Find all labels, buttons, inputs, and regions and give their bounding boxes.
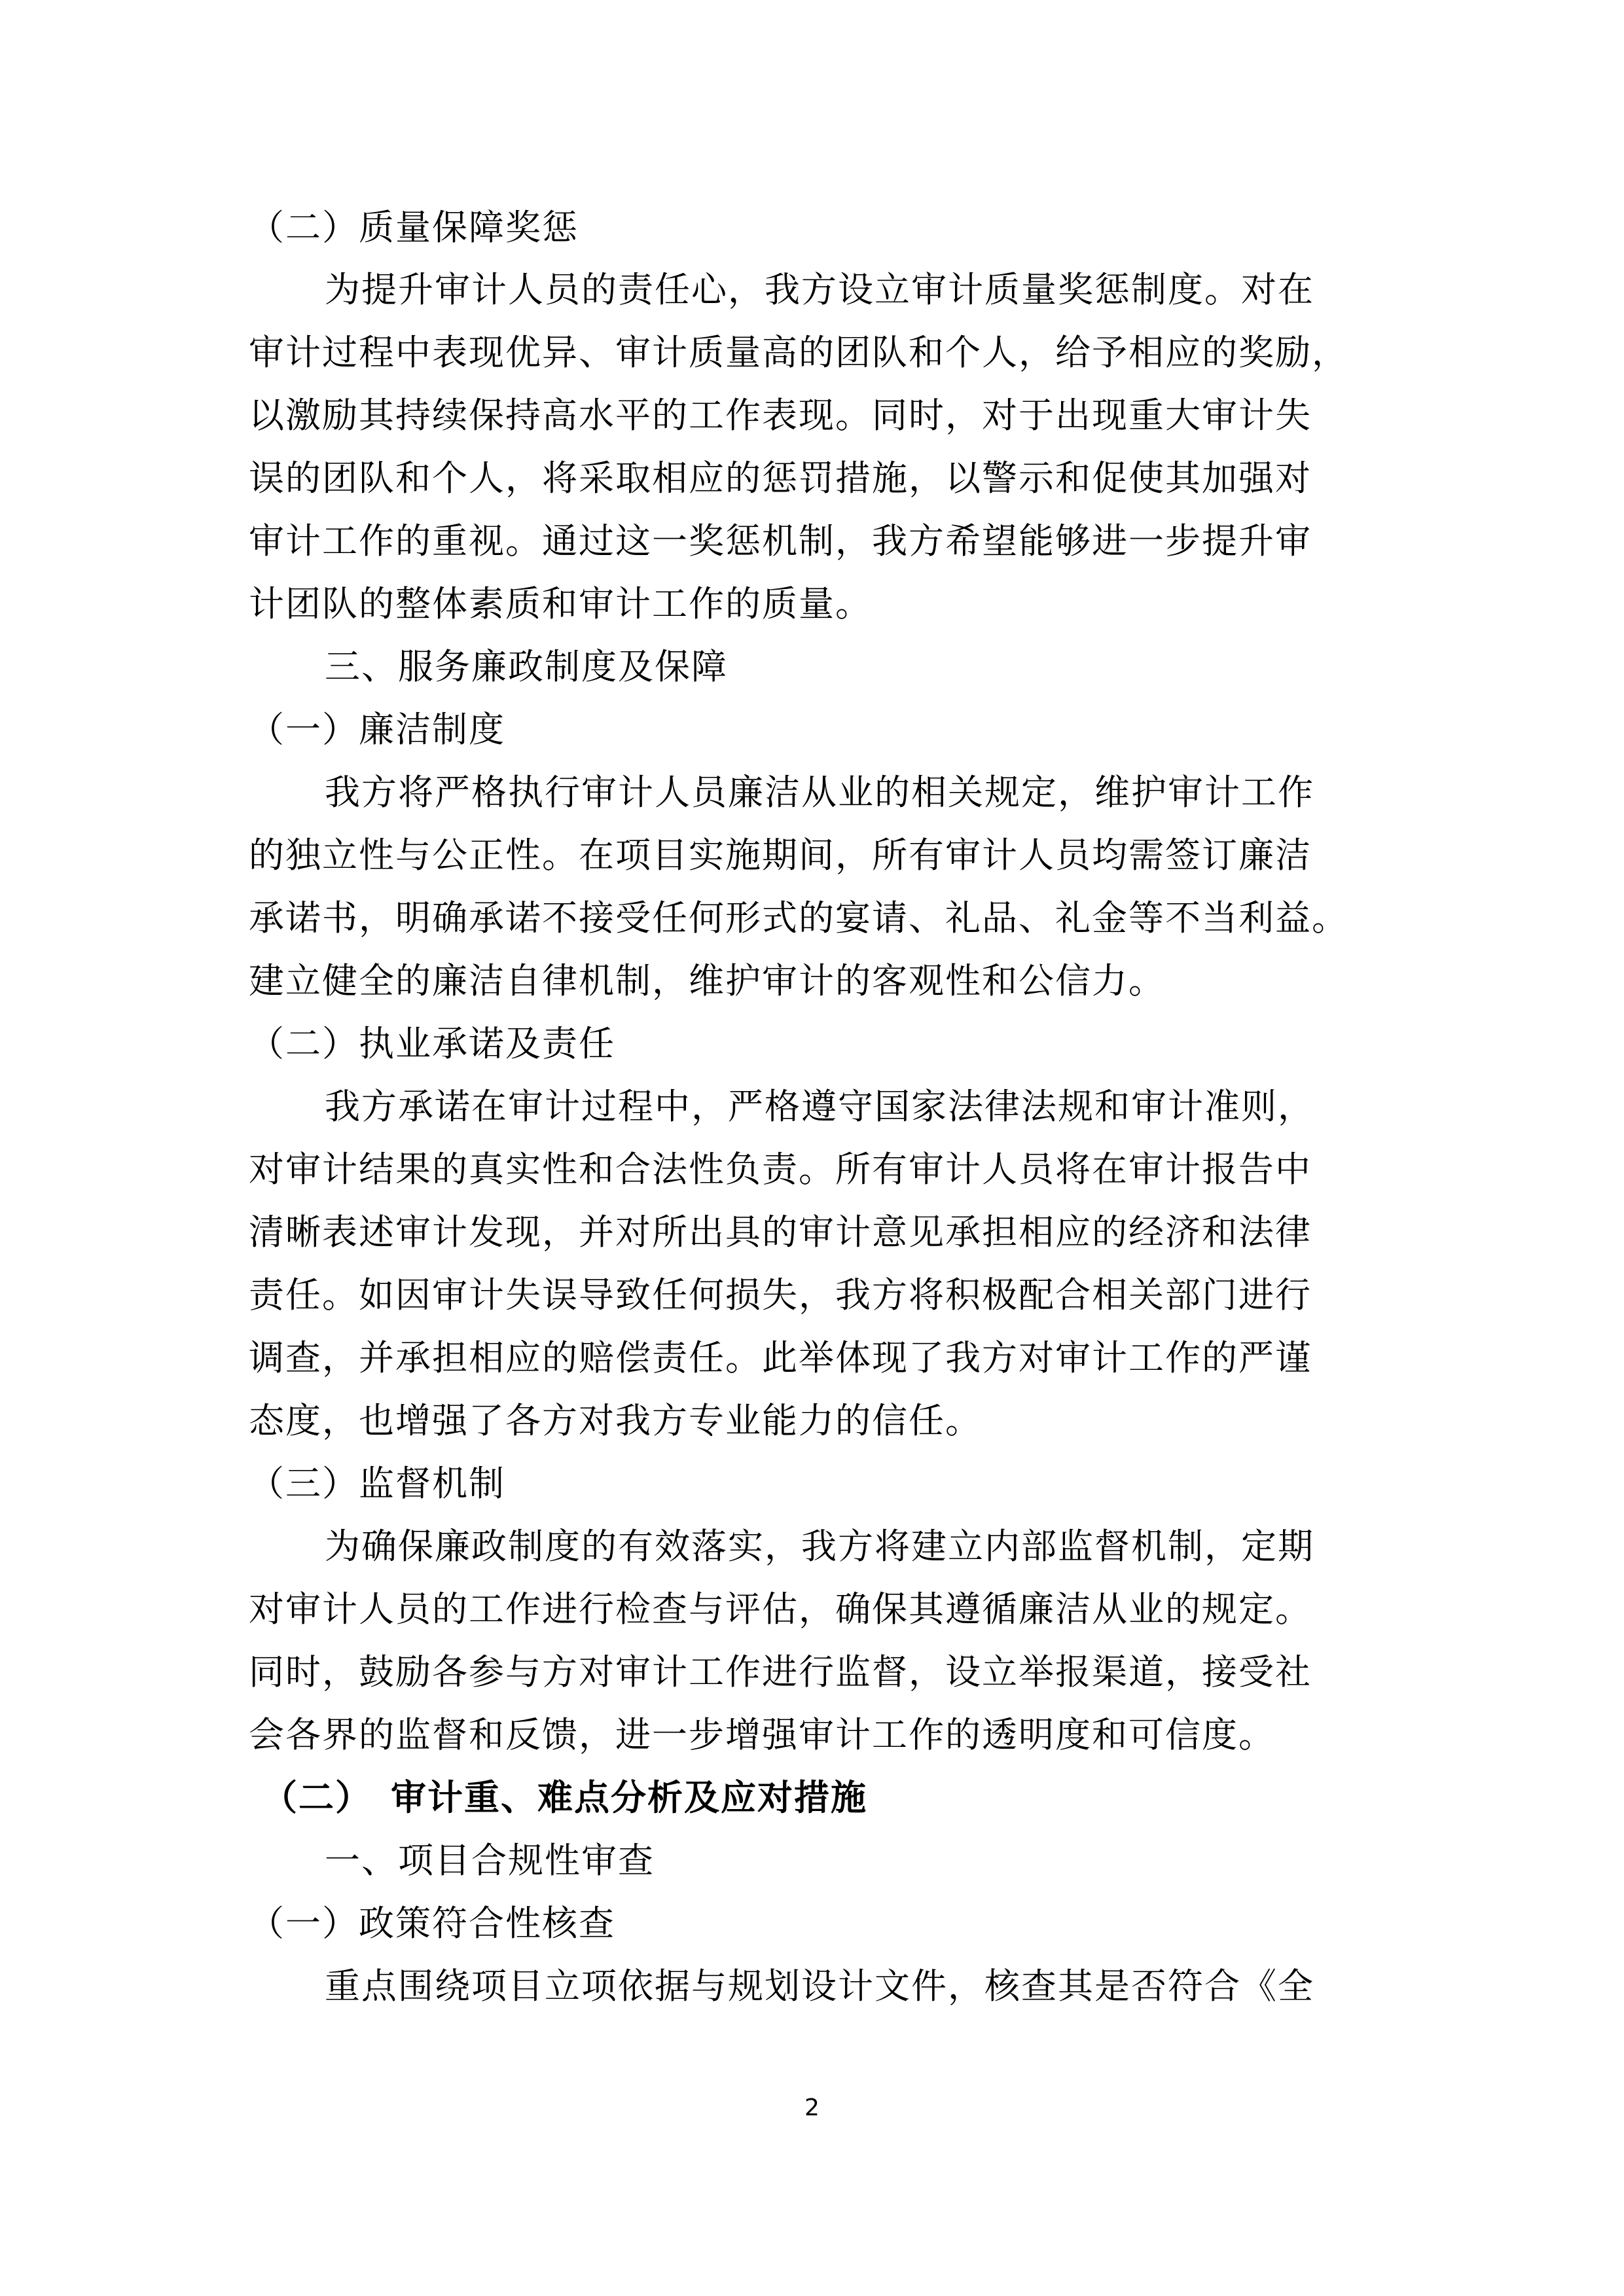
paragraph-line: 对审计结果的真实性和合法性负责。所有审计人员将在审计报告中 (249, 1149, 1312, 1190)
paragraph-line: 审计工作的重视。通过这一奖惩机制，我方希望能够进一步提升审 (249, 520, 1312, 562)
paragraph-line: 以激励其持续保持高水平的工作表现。同时，对于出现重大审计失 (249, 395, 1312, 436)
subheading-policy-check: （一）政策符合性核查 (249, 1903, 615, 1944)
paragraph-line: 清晰表述审计发现，并对所出具的审计意见承担相应的经济和法律 (249, 1211, 1312, 1253)
paragraph-line: 为提升审计人员的责任心，我方设立审计质量奖惩制度。对在 (325, 269, 1314, 310)
heading-integrity-system: 三、服务廉政制度及保障 (325, 646, 728, 687)
subheading-integrity: （一）廉洁制度 (249, 709, 505, 750)
paragraph-line: 建立健全的廉洁自律机制，维护审计的客观性和公信力。 (249, 960, 1165, 1001)
subheading-supervision: （三）监督机制 (249, 1463, 505, 1504)
paragraph-line: 计团队的整体素质和审计工作的质量。 (249, 583, 872, 624)
page-number: 2 (804, 2094, 820, 2121)
paragraph-line: 审计过程中表现优异、审计质量高的团队和个人，给予相应的奖励， (249, 332, 1348, 373)
paragraph-line: 误的团队和个人，将采取相应的惩罚措施，以警示和促使其加强对 (249, 457, 1312, 499)
paragraph-line: 为确保廉政制度的有效落实，我方将建立内部监督机制，定期 (325, 1526, 1314, 1567)
paragraph-line: 态度，也增强了各方对我方专业能力的信任。 (249, 1400, 982, 1441)
paragraph-line: 同时，鼓励各参与方对审计工作进行监督，设立举报渠道，接受社 (249, 1651, 1312, 1693)
paragraph-line: 重点围绕项目立项依据与规划设计文件，核查其是否符合《全 (325, 1965, 1314, 2007)
paragraph-line: 承诺书，明确承诺不接受任何形式的宴请、礼品、礼金等不当利益。 (249, 897, 1348, 939)
subheading-practice-commitment: （二）执业承诺及责任 (249, 1023, 615, 1064)
paragraph-line: 我方将严格执行审计人员廉洁从业的相关规定，维护审计工作 (325, 772, 1314, 813)
paragraph-line: 的独立性与公正性。在项目实施期间，所有审计人员均需签订廉洁 (249, 834, 1312, 876)
paragraph-line: 会各界的监督和反馈，进一步增强审计工作的透明度和可信度。 (249, 1714, 1275, 1755)
subheading-quality-reward: （二）质量保障奖惩 (249, 207, 579, 248)
paragraph-line: 调查，并承担相应的赔偿责任。此举体现了我方对审计工作的严谨 (249, 1337, 1312, 1378)
heading-project-compliance: 一、项目合规性审查 (325, 1840, 655, 1881)
paragraph-line: 我方承诺在审计过程中，严格遵守国家法律法规和审计准则， (325, 1086, 1314, 1127)
paragraph-line: 责任。如因审计失误导致任何损失，我方将积极配合相关部门进行 (249, 1274, 1312, 1316)
section-heading-audit-difficulties: （二） 审计重、难点分析及应对措施 (262, 1777, 867, 1818)
paragraph-line: 对审计人员的工作进行检查与评估，确保其遵循廉洁从业的规定。 (249, 1588, 1312, 1630)
